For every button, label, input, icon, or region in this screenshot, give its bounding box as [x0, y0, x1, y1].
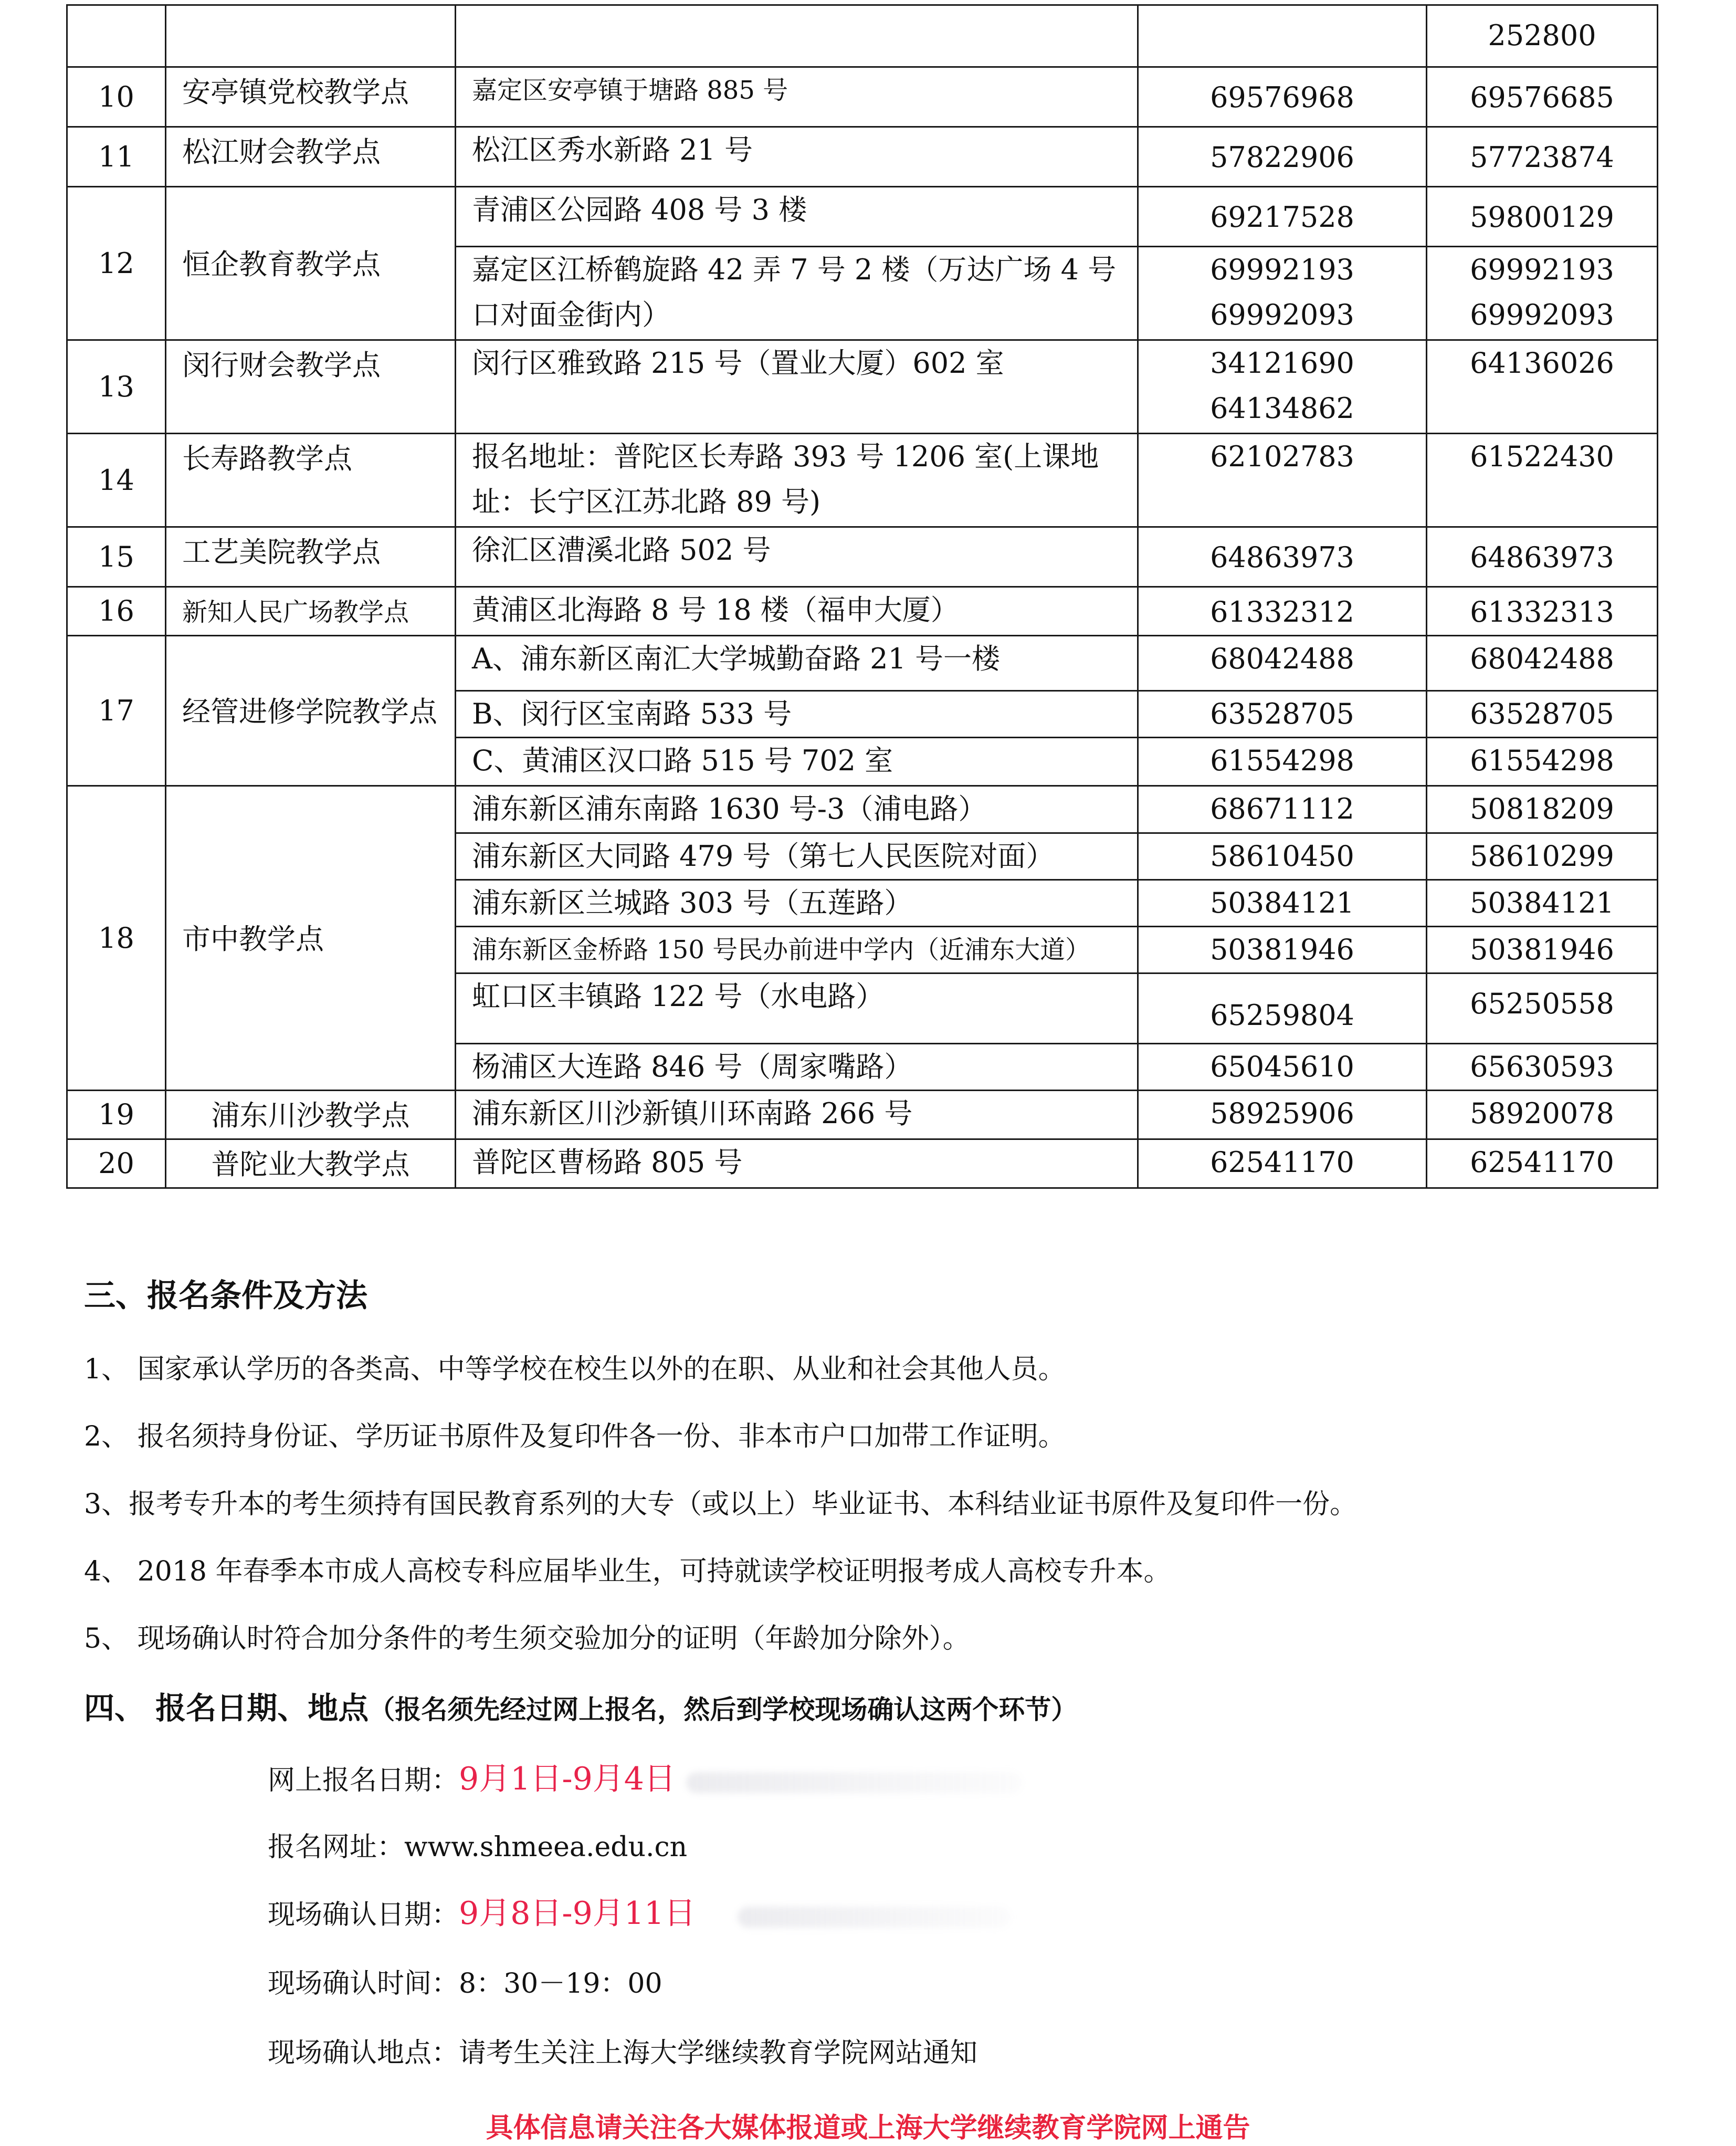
condition-item: 5、 现场确认时符合加分条件的考生须交验加分的证明（年龄加分除外）。	[84, 1623, 970, 1655]
site-address: 嘉定区安亭镇于塘路 885 号	[456, 67, 1138, 127]
site-fax	[1427, 247, 1658, 340]
site-phone: 65045610	[1138, 1044, 1427, 1091]
site-address: 闵行区雅致路 215 号（置业大厦）602 室	[456, 340, 1138, 434]
site-phone: 61554298	[1138, 738, 1427, 786]
row-number: 10	[67, 67, 166, 127]
section-4-note: （报名须先经过网上报名，然后到学校现场确认这两个环节）	[369, 1694, 1078, 1725]
site-fax: 63528705	[1427, 691, 1658, 738]
site-fax: 68042488	[1427, 636, 1658, 691]
site-name: 普陀业大教学点	[166, 1139, 456, 1188]
site-fax: 58610299	[1427, 833, 1658, 880]
online-signup-date	[268, 1754, 1022, 1799]
row-number: 17	[67, 636, 166, 786]
site-name: 经管进修学院教学点	[166, 636, 456, 786]
row-number: 18	[67, 786, 166, 1091]
site-fax: 65250558	[1427, 973, 1658, 1044]
site-name: 新知人民广场教学点	[166, 587, 456, 636]
site-fax: 58920078	[1427, 1091, 1658, 1139]
site-fax: 65630593	[1427, 1044, 1658, 1091]
table-row	[67, 1091, 1658, 1139]
site-address: 虹口区丰镇路 122 号（水电路）	[456, 973, 1138, 1044]
site-address: 浦东新区兰城路 303 号（五莲路）	[456, 880, 1138, 927]
row-number: 13	[67, 340, 166, 434]
onsite-confirm-place-value: 请考生关注上海大学继续教育学院网站通知	[459, 2037, 978, 2069]
site-address: 嘉定区江桥鹤旋路 42 弄 7 号 2 楼（万达广场 4 号口对面金街内）	[456, 247, 1138, 340]
signup-website	[268, 1825, 687, 1864]
signup-website-label: 报名网址：	[268, 1831, 405, 1863]
signup-website-url[interactable]: www.shmeea.edu.cn	[404, 1831, 688, 1863]
site-phone: 68671112	[1138, 786, 1427, 833]
online-signup-value: 9月1日-9月4日	[459, 1761, 676, 1797]
site-phone	[1138, 340, 1427, 434]
site-phone: 69217528	[1138, 187, 1427, 247]
condition-item: 3、报考专升本的考生须持有国民教育系列的大专（或以上）毕业证书、本科结业证书原件及复印件一份。	[84, 1489, 1358, 1520]
onsite-confirm-place	[268, 2030, 977, 2070]
site-fax: 62541170	[1427, 1139, 1658, 1188]
site-address	[456, 5, 1138, 67]
site-phone: 61332312	[1138, 587, 1427, 636]
site-phone: 65259804	[1138, 973, 1427, 1044]
row-number: 16	[67, 587, 166, 636]
condition-item: 4、 2018 年春季本市成人高校专科应届毕业生，可持就读学校证明报考成人高校专升本。	[84, 1556, 1171, 1587]
site-address: 青浦区公园路 408 号 3 楼	[456, 187, 1138, 247]
site-address: A、浦东新区南汇大学城勤奋路 21 号一楼	[456, 636, 1138, 691]
site-name: 安亭镇党校教学点	[166, 67, 456, 127]
table-row	[67, 67, 1658, 127]
footer-notice: 具体信息请关注各大媒体报道或上海大学继续教育学院网上通告	[486, 2112, 1250, 2144]
phone-line: 69992093	[1210, 298, 1354, 331]
section-4-title: 四、 报名日期、地点	[84, 1690, 369, 1726]
site-address: 浦东新区浦东南路 1630 号-3（浦电路）	[456, 786, 1138, 833]
site-fax: 252800	[1427, 5, 1658, 67]
site-name: 工艺美院教学点	[166, 527, 456, 587]
site-name: 浦东川沙教学点	[166, 1091, 456, 1139]
site-fax: 57723874	[1427, 127, 1658, 187]
site-name: 闵行财会教学点	[166, 340, 456, 434]
table-row	[67, 527, 1658, 587]
site-phone: 62102783	[1138, 434, 1427, 527]
table-row	[67, 340, 1658, 434]
site-address: 浦东新区金桥路 150 号民办前进中学内（近浦东大道）	[456, 927, 1138, 973]
onsite-confirm-date	[268, 1888, 1011, 1933]
site-address: 徐汇区漕溪北路 502 号	[456, 527, 1138, 587]
site-fax: 61554298	[1427, 738, 1658, 786]
table-row	[67, 127, 1658, 187]
site-fax: 59800129	[1427, 187, 1658, 247]
site-phone: 58925906	[1138, 1091, 1427, 1139]
table-row	[67, 1139, 1658, 1188]
onsite-confirm-place-label: 现场确认地点：	[268, 2037, 459, 2069]
site-phone: 69576968	[1138, 67, 1427, 127]
site-name: 松江财会教学点	[166, 127, 456, 187]
fax-line: 69992193	[1470, 253, 1614, 286]
site-address: 普陀区曹杨路 805 号	[456, 1139, 1138, 1188]
site-fax: 61332313	[1427, 587, 1658, 636]
site-name: 恒企教育教学点	[166, 187, 456, 340]
site-fax: 64136026	[1427, 340, 1658, 434]
site-address: 浦东新区川沙新镇川环南路 266 号	[456, 1091, 1138, 1139]
section-3-heading: 三、报名条件及方法	[84, 1278, 367, 1314]
site-phone: 64863973	[1138, 527, 1427, 587]
site-address: 杨浦区大连路 846 号（周家嘴路）	[456, 1044, 1138, 1091]
phone-line: 69992193	[1210, 253, 1354, 286]
site-phone: 50381946	[1138, 927, 1427, 973]
table-row	[67, 587, 1658, 636]
table-row	[67, 5, 1658, 67]
row-number: 12	[67, 187, 166, 340]
site-address: C、黄浦区汉口路 515 号 702 室	[456, 738, 1138, 786]
phone-line: 34121690	[1210, 347, 1354, 380]
redacted-text	[738, 1907, 1011, 1928]
table-row	[67, 187, 1658, 247]
onsite-confirm-time-label: 现场确认时间：	[268, 1968, 459, 2000]
fax-line: 69992093	[1470, 298, 1614, 331]
condition-item: 2、 报名须持身份证、学历证书原件及复印件各一份、非本市户口加带工作证明。	[84, 1421, 1066, 1452]
row-number: 14	[67, 434, 166, 527]
table-row	[67, 434, 1658, 527]
row-number: 11	[67, 127, 166, 187]
site-address: 松江区秀水新路 21 号	[456, 127, 1138, 187]
site-phone: 68042488	[1138, 636, 1427, 691]
onsite-confirm-date-value: 9月8日-9月11日	[459, 1895, 696, 1932]
site-fax: 50818209	[1427, 786, 1658, 833]
row-number: 20	[67, 1139, 166, 1188]
onsite-confirm-date-label: 现场确认日期：	[268, 1899, 459, 1931]
site-fax: 50381946	[1427, 927, 1658, 973]
row-number: 19	[67, 1091, 166, 1139]
table-row	[67, 636, 1658, 691]
site-phone	[1138, 247, 1427, 340]
site-address: B、闵行区宝南路 533 号	[456, 691, 1138, 738]
site-phone: 62541170	[1138, 1139, 1427, 1188]
site-name: 长寿路教学点	[166, 434, 456, 527]
online-signup-label: 网上报名日期：	[268, 1765, 459, 1796]
phone-line: 64134862	[1210, 392, 1354, 425]
redacted-text	[686, 1772, 1022, 1793]
onsite-confirm-time	[268, 1961, 662, 2001]
site-phone: 50384121	[1138, 880, 1427, 927]
site-phone: 57822906	[1138, 127, 1427, 187]
site-name	[166, 5, 456, 67]
site-fax: 61522430	[1427, 434, 1658, 527]
site-phone: 63528705	[1138, 691, 1427, 738]
condition-item: 1、 国家承认学历的各类高、中等学校在校生以外的在职、从业和社会其他人员。	[84, 1354, 1066, 1385]
site-fax: 50384121	[1427, 880, 1658, 927]
site-phone: 58610450	[1138, 833, 1427, 880]
site-address: 报名地址：普陀区长寿路 393 号 1206 室(上课地址：长宁区江苏北路 89 号)	[456, 434, 1138, 527]
site-name: 市中教学点	[166, 786, 456, 1091]
site-phone	[1138, 5, 1427, 67]
teaching-sites-table	[66, 4, 1658, 1189]
row-number	[67, 5, 166, 67]
onsite-confirm-time-value: 8：30－19：00	[459, 1968, 662, 2000]
row-number: 15	[67, 527, 166, 587]
site-address: 黄浦区北海路 8 号 18 楼（福申大厦）	[456, 587, 1138, 636]
site-address: 浦东新区大同路 479 号（第七人民医院对面）	[456, 833, 1138, 880]
table-row	[67, 786, 1658, 833]
section-4-heading	[84, 1683, 1077, 1728]
site-fax: 69576685	[1427, 67, 1658, 127]
site-fax: 64863973	[1427, 527, 1658, 587]
